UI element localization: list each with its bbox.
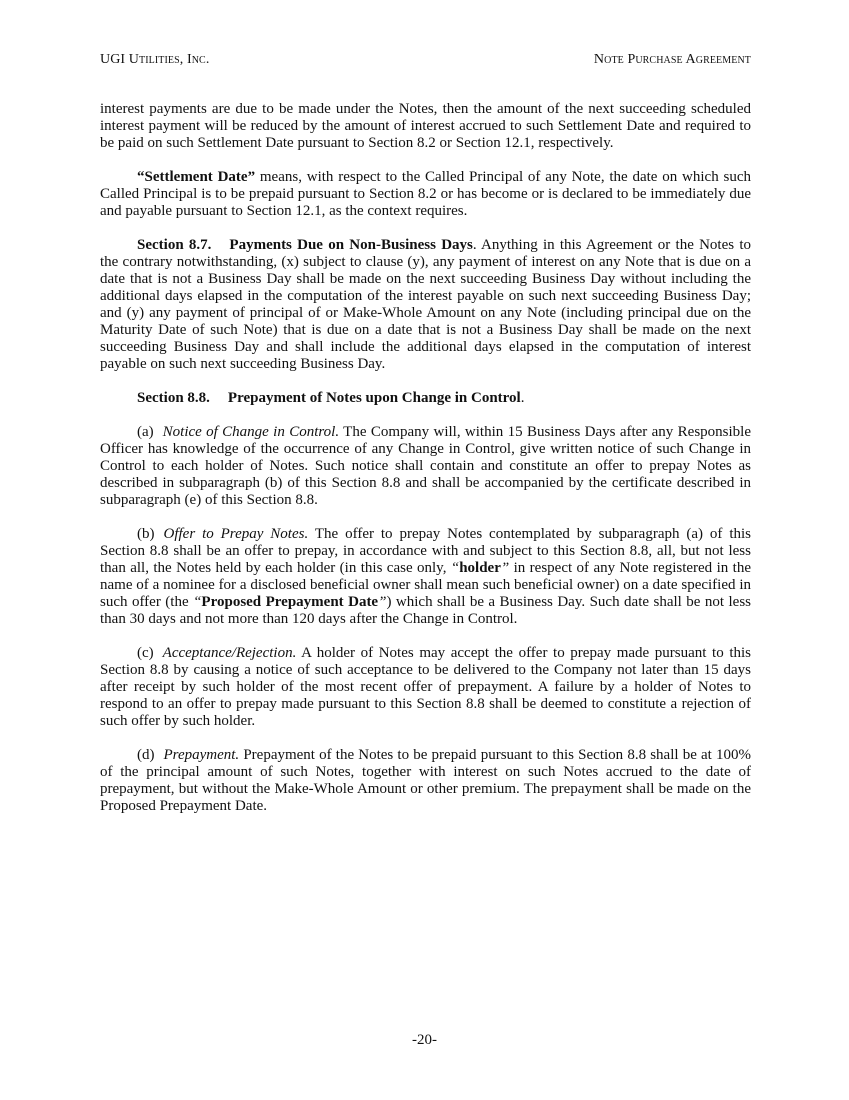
paragraph-settlement-date-definition (100, 169, 751, 220)
settlement-date-text: means, with respect to the Called Principal of any Note, the date on which such Called Principal is to be prepaid pursuant to Section 8.2 or has become or is declared to be immediately due and payable pursuant to Section 12.1, as the context requires. (100, 169, 751, 219)
subparagraph-d-text: Prepayment of the Notes to be prepaid pursuant to this Section 8.8 shall be at 100% of the principal amount of such Notes, together with interest on such Notes accrued to the date of prepayment, but without the Make-Whole Amount or other premium. The prepayment shall be made on the Proposed Prepayment Date. (100, 747, 751, 814)
section-8-7-number: Section 8.7. (137, 237, 212, 253)
quote-open-2: “ (193, 594, 202, 610)
section-8-7-title: Payments Due on Non-Business Days (229, 237, 473, 253)
paragraph-continuation: interest payments are due to be made under the Notes, then the amount of the next succeeding scheduled interest payment will be reduced by the amount of interest accrued to such Settlement Date and required to be paid on such Settlement Date pursuant to Section 8.2 or Section 12.1, respectively. (100, 101, 751, 151)
subparagraph-d-label: (d) (137, 747, 155, 763)
subparagraph-b (100, 526, 751, 628)
subparagraph-c-title: Acceptance/Rejection. (162, 645, 297, 661)
section-8-7 (100, 237, 751, 373)
defined-term-settlement-date: “Settlement Date” (137, 169, 256, 185)
subparagraph-c-text: A holder of Notes may accept the offer to prepay made pursuant to this Section 8.8 by causing a notice of such acceptance to be delivered to the Company not later than 15 days after receipt by such holder of the most recent offer of prepayment. A failure by a holder of Notes to respond to an offer to prepay made pursuant to this Section 8.8 shall be deemed to constitute a rejection of such offer by such holder. (100, 645, 751, 729)
quote-open: “ (450, 560, 460, 576)
subparagraph-b-text-3: ) which shall be a Business Day. Such date shall be not less than 30 days and not more than 120 days after the Change in Control. (100, 594, 752, 627)
subparagraph-c-label: (c) (137, 645, 154, 661)
subparagraph-a-label: (a) (137, 424, 154, 440)
quote-close-2: ” (378, 594, 387, 610)
page-number: -20- (412, 1032, 437, 1048)
section-8-8-number: Section 8.8. (137, 390, 210, 406)
quote-close: ” (500, 560, 510, 576)
section-8-7-text: . Anything in this Agreement or the Notes to the contrary notwithstanding, (x) subject to clause (y), any payment of interest on any Note that is due on a date that is not a Business Day shall be made on the next succeeding Business Day without including the additional days elapsed in the computation of the interest payable on such next succeeding Business Day; and (y) any payment of principal of or Make-Whole Amount on any Note (including principal due on the Maturity Date of such Note) that is due on a date that is not a Business Day shall be made on the next succeeding Business Day and shall include the additional days elapsed in the computation of interest payable on such next succeeding Business Day. (100, 237, 751, 372)
subparagraph-a-text: The Company will, within 15 Business Days after any Responsible Officer has knowledge of the occurrence of any Change in Control, give written notice of such Change in Control to each holder of Notes. Such notice shall contain and constitute an offer to prepay Notes as described in subparagraph (b) of this Section 8.8 and shall be accompanied by the certificate described in subparagraph (e) of this Section 8.8. (100, 424, 751, 508)
header-document-title: Note Purchase Agreement (593, 52, 751, 67)
subparagraph-b-label: (b) (137, 526, 155, 542)
document-body (100, 101, 751, 832)
subparagraph-b-text-2: in respect of any Note registered in the name of a nominee for a disclosed beneficial owner shall mean such beneficial owner) on a date specified in such offer (the (100, 560, 751, 610)
section-8-8-heading (100, 390, 751, 407)
subparagraph-b-title: Offer to Prepay Notes. (163, 526, 309, 542)
header-company-name: UGI Utilities, Inc. (100, 52, 210, 67)
page-header (100, 52, 751, 68)
subparagraph-a (100, 424, 751, 509)
subparagraph-a-title: Notice of Change in Control. (162, 424, 340, 440)
section-8-8-period: . (520, 390, 525, 406)
section-8-8-title: Prepayment of Notes upon Change in Control (227, 390, 521, 406)
subparagraph-c (100, 645, 751, 730)
subparagraph-d-title: Prepayment. (163, 747, 240, 763)
defined-term-holder: holder (459, 560, 501, 576)
subparagraph-d (100, 747, 751, 815)
subparagraph-b-text-1: The offer to prepay Notes contemplated by subparagraph (a) of this Section 8.8 shall be an offer to prepay, in accordance with and subject to this Section 8.8, all, but not less than all, the Notes held by each holder (in this case only, (100, 526, 752, 576)
defined-term-proposed-prepayment-date: Proposed Prepayment Date (201, 594, 379, 610)
